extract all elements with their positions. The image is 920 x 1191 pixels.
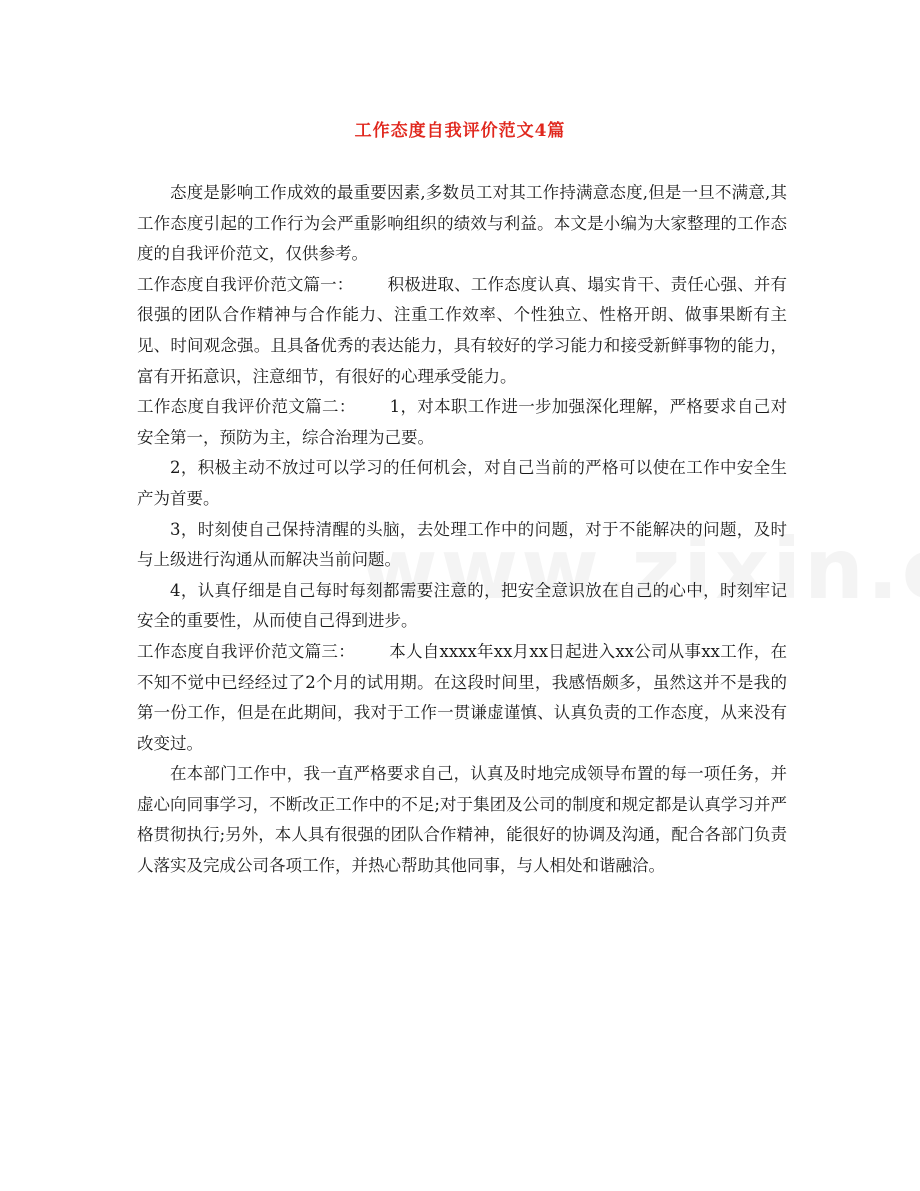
section-2-item-4: 4，认真仔细是自己每时每刻都需要注意的，把安全意识放在自己的心中，时刻牢记安全的重要性，从而使自己得到进步。 (137, 580, 787, 631)
section-2-item-2: 2，积极主动不放过可以学习的任何机会，对自己当前的严格可以使在工作中安全生产为首要。 (137, 458, 787, 508)
section-2-item-3: 3，时刻使自己保持清醒的头脑，去处理工作中的问题，对于不能解决的问题，及时与上级进行沟通从而解决当前问题。 (137, 519, 787, 570)
section-2-text: 1，对本职工作进一步加强深化理解，严格要求自己对安全第一，预防为主，综合治理为己要。 (137, 397, 788, 447)
section-1-paragraph (137, 270, 787, 392)
section-3-paragraph (137, 637, 787, 759)
section-1-heading: 工作态度自我评价范文篇一： (137, 274, 354, 294)
section-3-paragraph-2: 在本部门工作中，我一直严格要求自己，认真及时地完成领导布置的每一项任务，并虚心向同事学习，不断改正工作中的不足;对于集团及公司的制度和规定都是认真学习并严格贯彻执行;另外，本人具有很强的团队合作精神，能很好的协调及沟通，配合各部门负责人落实及完成公司各项工作，并热心帮助其他同事，与人相处和谐融洽。 (137, 764, 787, 876)
section-3-heading: 工作态度自我评价范文篇三： (137, 641, 355, 661)
document-body (137, 178, 787, 882)
intro-paragraph: 态度是影响工作成效的最重要因素,多数员工对其工作持满意态度,但是一旦不满意,其工作态度引起的工作行为会严重影响组织的绩效与利益。本文是小编为大家整理的工作态度的自我评价范文，仅供参考。 (137, 183, 787, 264)
document-title: 工作态度自我评价范文4篇 (354, 121, 566, 141)
section-2-paragraph (137, 392, 787, 453)
section-1-text: 积极进取、工作态度认真、塌实肯干、责任心强、并有很强的团队合作精神与合作能力、注重工作效率、个性独立、性格开朗、做事果断有主见、时间观念强。且具备优秀的表达能力，具有较好的学习能力和接受新鲜事物的能力，富有开拓意识，注意细节，有很好的心理承受能力。 (137, 274, 788, 386)
section-2-heading: 工作态度自我评价范文篇二： (137, 397, 356, 417)
section-3-text: 本人自xxxx年xx月xx日起进入xx公司从事xx工作，在不知不觉中已经经过了2个月的试用期。在这段时间里，我感悟颇多，虽然这并不是我的第一份工作，但是在此期间，我对于工作一贯谦虚谨慎、认真负责的工作态度，从来没有改变过。 (137, 641, 787, 753)
